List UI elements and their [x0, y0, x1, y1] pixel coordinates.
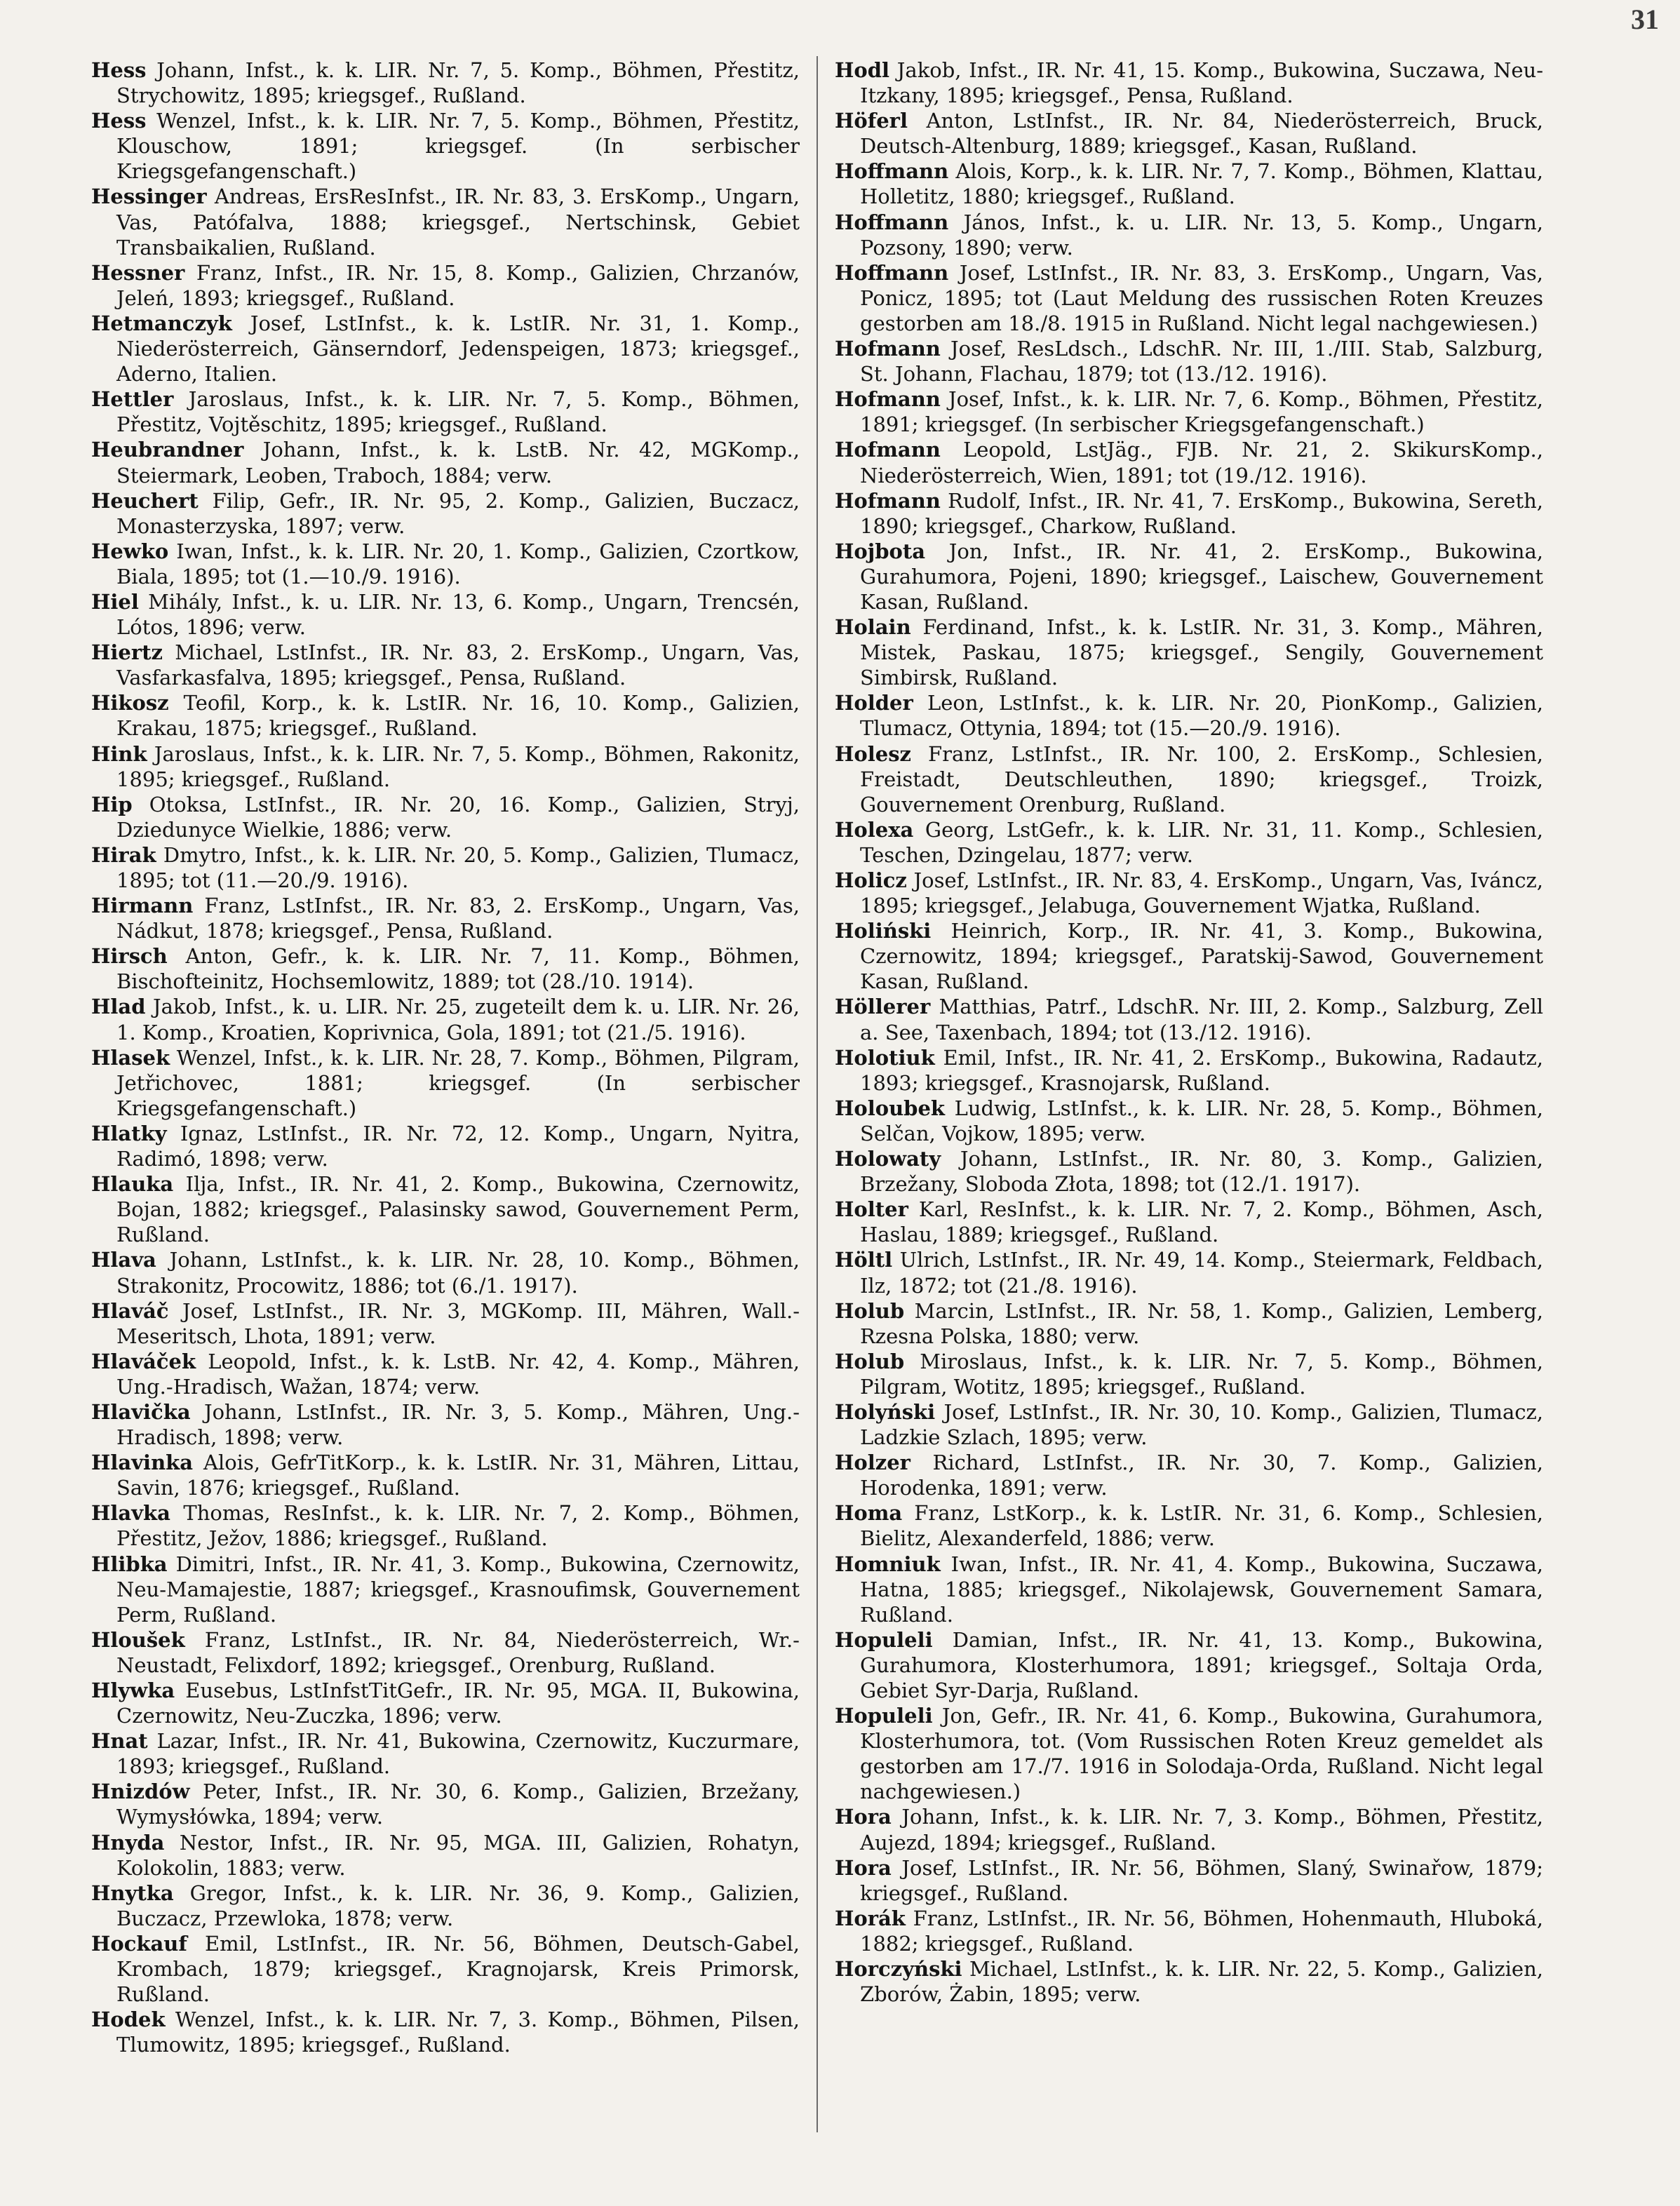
- casualty-entry: [835, 1703, 1543, 1804]
- entry-surname: Hlywka: [91, 1679, 175, 1702]
- entry-details: Miroslaus, Infst., k. k. LIR. Nr. 7, 5. Komp., Böhmen, Pilgram, Wotitz, 1895; kriegsgef., Rußland.: [860, 1349, 1543, 1399]
- casualty-entry: [835, 690, 1543, 741]
- entry-surname: Hessner: [91, 260, 185, 285]
- entry-surname: Horczyński: [835, 1957, 962, 1982]
- entry-details: Josef, LstInfst., IR. Nr. 30, 10. Komp., Galizien, Tlumacz, Ladzkie Szlach, 1895; verw.: [860, 1399, 1543, 1450]
- casualty-entry: [835, 1349, 1543, 1399]
- entry-surname: Hnizdów: [91, 1780, 190, 1804]
- entry-details: Dimitri, Infst., IR. Nr. 41, 3. Komp., Bukowina, Czernowitz, Neu-Mamajestie, 1887; kriegsgef., Krasnoufimsk, Gouvernement Perm, Rußland.: [116, 1552, 800, 1627]
- entry-surname: Hessinger: [91, 184, 207, 209]
- casualty-entry: [835, 817, 1543, 868]
- casualty-entry: [91, 1247, 800, 1298]
- entry-details: Richard, LstInfst., IR. Nr. 30, 7. Komp., Galizien, Horodenka, 1891; verw.: [860, 1451, 1543, 1500]
- entry-details: Dmytro, Infst., k. k. LIR. Nr. 20, 5. Komp., Galizien, Tlumacz, 1895; tot (11.—20./9. 1916).: [116, 842, 800, 892]
- casualty-entry: [835, 437, 1543, 487]
- entry-details: Iwan, Infst., k. k. LIR. Nr. 20, 1. Komp., Galizien, Czortkow, Biala, 1895; tot (1.—10./9. 1916).: [116, 539, 800, 589]
- casualty-entry: [835, 159, 1543, 209]
- entry-details: Ilja, Infst., IR. Nr. 41, 2. Komp., Bukowina, Czernowitz, Bojan, 1882; kriegsgef., Palasinsky sawod, Gouvernement Perm, Rußland.: [116, 1172, 800, 1247]
- entry-surname: Hiel: [91, 589, 139, 614]
- entry-surname: Hlasek: [91, 1045, 170, 1070]
- casualty-entry: [91, 1627, 800, 1678]
- casualty-entry: [91, 184, 800, 260]
- entry-surname: Homa: [835, 1501, 903, 1526]
- casualty-entry: [91, 1881, 800, 1931]
- entry-details: Wenzel, Infst., k. k. LIR. Nr. 7, 5. Komp., Böhmen, Přestitz, Klouschow, 1891; kriegsgef. (In serbischer Kriegsgefangenschaft.): [116, 109, 800, 184]
- column-divider: [817, 56, 818, 2132]
- entry-surname: Hoffmann: [835, 159, 949, 184]
- entry-details: Anton, LstInfst., IR. Nr. 84, Niederösterreich, Bruck, Deutsch-Altenburg, 1889; kriegsgef., Kasan, Rußland.: [860, 109, 1543, 159]
- entry-surname: Hnyda: [91, 1830, 165, 1855]
- casualty-entry: [835, 260, 1543, 336]
- entry-details: Eusebus, LstInfstTitGefr., IR. Nr. 95, MGA. II, Bukowina, Czernowitz, Neu-Zuczka, 1896; verw.: [116, 1679, 800, 1728]
- entry-details: Josef, LstInfst., IR. Nr. 3, MGKomp. III, Mähren, Wall.-Meseritsch, Lhota, 1891; verw.: [116, 1298, 800, 1348]
- casualty-entry: [91, 1779, 800, 1829]
- entry-surname: Holexa: [835, 817, 914, 842]
- entry-details: Damian, Infst., IR. Nr. 41, 13. Komp., Bukowina, Gurahumora, Klosterhumora, 1891; kriegsgef., Soltaja Orda, Gebiet Syr-Darja, Rußland.: [860, 1627, 1543, 1702]
- casualty-entry: [91, 311, 800, 386]
- entry-surname: Hlavka: [91, 1501, 170, 1526]
- entry-surname: Höltl: [835, 1248, 893, 1272]
- entry-surname: Holain: [835, 615, 911, 640]
- casualty-entry: [91, 1349, 800, 1399]
- entry-details: Ignaz, LstInfst., IR. Nr. 72, 12. Komp., Ungarn, Nyitra, Radimó, 1898; verw.: [116, 1121, 800, 1171]
- entry-details: Heinrich, Korp., IR. Nr. 41, 3. Komp., Bukowina, Czernowitz, 1894; kriegsgef., Paratskij-Sawod, Gouvernement Kasan, Rußland.: [860, 919, 1543, 994]
- casualty-entry: [835, 539, 1543, 614]
- casualty-entry: [835, 1096, 1543, 1146]
- casualty-entry: [91, 1121, 800, 1171]
- entry-surname: Holesz: [835, 741, 912, 766]
- entry-surname: Hlatky: [91, 1121, 167, 1145]
- entry-details: Peter, Infst., IR. Nr. 30, 6. Komp., Galizien, Brzežany, Wymysłówka, 1894; verw.: [116, 1780, 800, 1829]
- page-number: 31: [1631, 4, 1659, 35]
- entry-details: Nestor, Infst., IR. Nr. 95, MGA. III, Galizien, Rohatyn, Kolokolin, 1883; verw.: [116, 1830, 800, 1880]
- entry-surname: Hewko: [91, 539, 169, 563]
- casualty-entry: [835, 1906, 1543, 1956]
- casualty-entry: [91, 1830, 800, 1881]
- casualty-entry: [91, 1171, 800, 1247]
- entry-surname: Hess: [91, 109, 147, 133]
- casualty-entry: [91, 1678, 800, 1728]
- entry-surname: Holter: [835, 1197, 908, 1222]
- entry-details: Jaroslaus, Infst., k. k. LIR. Nr. 7, 5. Komp., Böhmen, Rakonitz, 1895; kriegsgef., Rußland.: [116, 741, 800, 791]
- entry-details: Ferdinand, Infst., k. k. LstIR. Nr. 31, 3. Komp., Mähren, Mistek, Paskau, 1875; kriegsgef., Sengily, Gouvernement Simbirsk, Rußland.: [860, 615, 1543, 690]
- entry-surname: Horák: [835, 1906, 906, 1930]
- entry-details: Johann, LstInfst., IR. Nr. 3, 5. Komp., Mähren, Ung.-Hradisch, 1898; verw.: [116, 1399, 800, 1450]
- entry-details: Thomas, ResInfst., k. k. LIR. Nr. 7, 2. Komp., Böhmen, Přestitz, Ježov, 1886; kriegsgef., Rußland.: [116, 1501, 800, 1551]
- entry-surname: Hojbota: [835, 539, 926, 563]
- entry-surname: Hlava: [91, 1248, 156, 1272]
- entry-details: Franz, LstInfst., IR. Nr. 56, Böhmen, Hohenmauth, Hluboká, 1882; kriegsgef., Rußland.: [860, 1906, 1543, 1956]
- entry-details: Jakob, Infst., IR. Nr. 41, 15. Komp., Bukowina, Suczawa, Neu-Itzkany, 1895; kriegsgef., Pensa, Rußland.: [860, 58, 1543, 108]
- entry-surname: Hikosz: [91, 691, 169, 715]
- casualty-entry: [835, 108, 1543, 159]
- casualty-entry: [835, 488, 1543, 539]
- casualty-entry: [835, 994, 1543, 1044]
- entry-details: Jon, Gefr., IR. Nr. 41, 6. Komp., Bukowina, Gurahumora, Klosterhumora, tot. (Vom Russischen Roten Kreuz gemeldet als gestorben am 17./7. 1916 in Solodaja-Orda, Rußland. Nicht legal nachgewiesen.): [860, 1704, 1543, 1804]
- entry-surname: Höferl: [835, 109, 908, 133]
- casualty-entry: [91, 260, 800, 311]
- entry-surname: Hlavička: [91, 1399, 191, 1424]
- entry-details: Anton, Gefr., k. k. LIR. Nr. 7, 11. Komp., Böhmen, Bischofteinitz, Hochsemlowitz, 1889; tot (28./10. 1914).: [116, 944, 800, 994]
- casualty-entry: [91, 589, 800, 640]
- entry-surname: Holowaty: [835, 1147, 941, 1171]
- entry-details: Wenzel, Infst., k. k. LIR. Nr. 7, 3. Komp., Böhmen, Pilsen, Tlumowitz, 1895; kriegsgef., Rußland.: [116, 2007, 800, 2057]
- entry-details: Franz, LstInfst., IR. Nr. 84, Niederösterreich, Wr.-Neustadt, Felixdorf, 1892; kriegsgef., Orenburg, Rußland.: [116, 1627, 800, 1677]
- entry-surname: Hlaváček: [91, 1349, 196, 1373]
- casualty-entry: [835, 1197, 1543, 1247]
- casualty-entry: [91, 842, 800, 893]
- casualty-entry: [835, 1298, 1543, 1349]
- entry-surname: Hirak: [91, 842, 156, 867]
- entry-surname: Hirsch: [91, 944, 168, 969]
- casualty-entry: [835, 1627, 1543, 1703]
- casualty-entry: [91, 539, 800, 589]
- entry-details: Jaroslaus, Infst., k. k. LIR. Nr. 7, 5. Komp., Böhmen, Přestitz, Vojtěschitz, 1895; kriegsgef., Rußland.: [116, 387, 800, 437]
- entry-details: Josef, LstInfst., IR. Nr. 83, 3. ErsKomp., Ungarn, Vas, Ponicz, 1895; tot (Laut Meldung des russischen Roten Kreuzes gestorben am 18./8. 1915 in Rußland. Nicht legal nachgewiesen.): [860, 260, 1543, 335]
- entry-details: Alois, GefrTitKorp., k. k. LstIR. Nr. 31, Mähren, Littau, Savin, 1876; kriegsgef., Rußland.: [116, 1451, 800, 1500]
- casualty-entry: [835, 741, 1543, 817]
- entry-details: Leopold, Infst., k. k. LstB. Nr. 42, 4. Komp., Mähren, Ung.-Hradisch, Wažan, 1874; verw.: [116, 1349, 800, 1399]
- entry-surname: Holub: [835, 1298, 905, 1323]
- entry-details: Johann, LstInfst., IR. Nr. 80, 3. Komp., Galizien, Brzežany, Sloboda Złota, 1898; tot (12./1. 1917).: [860, 1147, 1543, 1197]
- entry-surname: Holicz: [835, 868, 907, 892]
- entry-surname: Hoffmann: [835, 260, 949, 285]
- entry-details: Ludwig, LstInfst., k. k. LIR. Nr. 28, 5. Komp., Böhmen, Selčan, Vojkow, 1895; verw.: [860, 1096, 1543, 1145]
- entry-details: Josef, LstInfst., k. k. LstIR. Nr. 31, 1. Komp., Niederösterreich, Gänserndorf, Jedenspeigen, 1873; kriegsgef., Aderno, Italien.: [116, 311, 800, 386]
- entry-surname: Hess: [91, 58, 147, 82]
- entry-details: Michael, LstInfst., IR. Nr. 83, 2. ErsKomp., Ungarn, Vas, Vasfarkasfalva, 1895; kriegsgef., Pensa, Rußland.: [116, 640, 800, 690]
- casualty-entry: [835, 1500, 1543, 1551]
- casualty-entry: [91, 437, 800, 487]
- casualty-entry: [835, 1045, 1543, 1096]
- casualty-entry: [835, 58, 1543, 108]
- entry-details: Josef, LstInfst., IR. Nr. 83, 4. ErsKomp., Ungarn, Vas, Iváncz, 1895; kriegsgef., Jelabuga, Gouvernement Wjatka, Rußland.: [860, 868, 1543, 918]
- entry-details: Jakob, Infst., k. u. LIR. Nr. 25, zugeteilt dem k. u. LIR. Nr. 26, 1. Komp., Kroatien, Koprivnica, Gola, 1891; tot (21./5. 1916).: [116, 995, 800, 1044]
- casualty-entry: [91, 893, 800, 943]
- entry-surname: Hip: [91, 792, 133, 816]
- column-right: [835, 58, 1543, 2007]
- entry-surname: Hlibka: [91, 1552, 168, 1576]
- casualty-entry: [91, 1500, 800, 1551]
- entry-details: Matthias, Patrf., LdschR. Nr. III, 2. Komp., Salzburg, Zell a. See, Taxenbach, 1894; tot (13./12. 1916).: [860, 995, 1543, 1044]
- casualty-entry: [835, 1146, 1543, 1197]
- entry-details: Josef, Infst., k. k. LIR. Nr. 7, 6. Komp., Böhmen, Přestitz, 1891; kriegsgef. (In serbischer Kriegsgefangenschaft.): [860, 387, 1543, 437]
- entry-surname: Hetmanczyk: [91, 311, 232, 335]
- entry-surname: Hofmann: [835, 337, 941, 361]
- casualty-entry: [835, 1247, 1543, 1298]
- entry-surname: Hockauf: [91, 1931, 187, 1956]
- casualty-entry: [91, 792, 800, 842]
- entry-surname: Holder: [835, 691, 913, 715]
- entry-details: Andreas, ErsResInfst., IR. Nr. 83, 3. ErsKomp., Ungarn, Vas, Patófalva, 1888; kriegsgef., Nertschinsk, Gebiet Transbaikalien, Rußland.: [116, 184, 800, 260]
- casualty-entry: [91, 741, 800, 792]
- entry-details: Alois, Korp., k. k. LIR. Nr. 7, 7. Komp., Böhmen, Klattau, Holletitz, 1880; kriegsgef., Rußland.: [860, 159, 1543, 209]
- entry-surname: Hlavinka: [91, 1451, 194, 1475]
- casualty-entry: [91, 1399, 800, 1450]
- entry-surname: Hodl: [835, 58, 890, 82]
- casualty-entry: [91, 58, 800, 108]
- entry-surname: Holoubek: [835, 1096, 946, 1120]
- entry-surname: Hopuleli: [835, 1704, 933, 1728]
- entry-details: Lazar, Infst., IR. Nr. 41, Bukowina, Czernowitz, Kuczurmare, 1893; kriegsgef., Rußland.: [116, 1729, 800, 1779]
- entry-details: Jon, Infst., IR. Nr. 41, 2. ErsKomp., Bukowina, Gurahumora, Pojeni, 1890; kriegsgef., Laischew, Gouvernement Kasan, Rußland.: [860, 539, 1543, 614]
- casualty-entry: [91, 1552, 800, 1627]
- entry-details: Michael, LstInfst., k. k. LIR. Nr. 22, 5. Komp., Galizien, Zborów, Żabin, 1895; verw.: [860, 1957, 1543, 2007]
- casualty-entry: [835, 336, 1543, 386]
- entry-details: Johann, Infst., k. k. LstB. Nr. 42, MGKomp., Steiermark, Leoben, Traboch, 1884; verw.: [116, 438, 800, 487]
- entry-surname: Hora: [835, 1805, 892, 1829]
- entry-details: Mihály, Infst., k. u. LIR. Nr. 13, 6. Komp., Ungarn, Trencsén, Lótos, 1896; verw.: [116, 589, 800, 640]
- casualty-entry: [835, 1804, 1543, 1855]
- casualty-entry: [91, 690, 800, 741]
- entry-details: Teofil, Korp., k. k. LstIR. Nr. 16, 10. Komp., Galizien, Krakau, 1875; kriegsgef., Rußland.: [116, 691, 800, 741]
- entry-surname: Hoffmann: [835, 210, 949, 234]
- casualty-entry: [91, 2007, 800, 2057]
- entry-surname: Hopuleli: [835, 1627, 933, 1652]
- entry-surname: Höllerer: [835, 995, 931, 1019]
- casualty-entry: [835, 918, 1543, 994]
- entry-details: Ulrich, LstInfst., IR. Nr. 49, 14. Komp., Steiermark, Feldbach, Ilz, 1872; tot (21./8. 1916).: [860, 1248, 1543, 1298]
- casualty-entry: [91, 943, 800, 994]
- entry-surname: Hnat: [91, 1729, 148, 1754]
- entry-details: Franz, LstInfst., IR. Nr. 100, 2. ErsKomp., Schlesien, Freistadt, Deutschleuthen, 1890; kriegsgef., Troizk, Gouvernement Orenburg, Rußland.: [860, 741, 1543, 816]
- entry-surname: Heubrandner: [91, 438, 244, 462]
- entry-surname: Holiński: [835, 919, 932, 943]
- entry-surname: Hettler: [91, 387, 174, 412]
- entry-details: Rudolf, Infst., IR. Nr. 41, 7. ErsKomp., Bukowina, Sereth, 1890; kriegsgef., Charkow, Rußland.: [860, 488, 1543, 538]
- entry-details: Franz, Infst., IR. Nr. 15, 8. Komp., Galizien, Chrzanów, Jeleń, 1893; kriegsgef., Rußland.: [116, 260, 800, 310]
- casualty-entry: [91, 1450, 800, 1500]
- entry-details: Leopold, LstJäg., FJB. Nr. 21, 2. SkikursKomp., Niederösterreich, Wien, 1891; tot (19./12. 1916).: [860, 438, 1543, 487]
- casualty-entry: [835, 1399, 1543, 1450]
- entry-details: Georg, LstGefr., k. k. LIR. Nr. 31, 11. Komp., Schlesien, Teschen, Dzingelau, 1877; verw.: [860, 817, 1543, 867]
- entry-details: Emil, Infst., IR. Nr. 41, 2. ErsKomp., Bukowina, Radautz, 1893; kriegsgef., Krasnojarsk, Rußland.: [860, 1045, 1543, 1095]
- column-left: [91, 58, 800, 2057]
- entry-surname: Hofmann: [835, 488, 941, 513]
- casualty-entry: [835, 386, 1543, 437]
- casualty-entry: [835, 210, 1543, 260]
- entry-details: Franz, LstKorp., k. k. LstIR. Nr. 31, 6. Komp., Schlesien, Bielitz, Alexanderfeld, 1886; verw.: [860, 1501, 1543, 1551]
- entry-surname: Holotiuk: [835, 1045, 935, 1070]
- casualty-entry: [91, 994, 800, 1044]
- entry-surname: Hink: [91, 741, 147, 766]
- entry-surname: Heuchert: [91, 488, 199, 513]
- casualty-entry: [91, 640, 800, 690]
- casualty-entry: [835, 868, 1543, 918]
- entry-surname: Hora: [835, 1855, 892, 1880]
- casualty-entry: [91, 488, 800, 539]
- entry-details: Gregor, Infst., k. k. LIR. Nr. 36, 9. Komp., Galizien, Buczacz, Przewloka, 1878; verw.: [116, 1881, 800, 1930]
- entry-details: Filip, Gefr., IR. Nr. 95, 2. Komp., Galizien, Buczacz, Monasterzyska, 1897; verw.: [116, 488, 800, 538]
- entry-details: Marcin, LstInfst., IR. Nr. 58, 1. Komp., Galizien, Lemberg, Rzesna Polska, 1880; verw.: [860, 1298, 1543, 1348]
- entry-surname: Holyński: [835, 1399, 936, 1424]
- entry-details: Josef, LstInfst., IR. Nr. 56, Böhmen, Slaný, Swinařow, 1879; kriegsgef., Rußland.: [860, 1855, 1543, 1905]
- casualty-entry: [91, 386, 800, 437]
- casualty-entry: [91, 1931, 800, 2007]
- entry-surname: Hnytka: [91, 1881, 174, 1905]
- entry-surname: Hlad: [91, 995, 146, 1019]
- casualty-entry: [91, 1045, 800, 1121]
- entry-details: Franz, LstInfst., IR. Nr. 83, 2. ErsKomp., Ungarn, Vas, Nádkut, 1878; kriegsgef., Pensa, Rußland.: [116, 894, 800, 943]
- entry-surname: Hlaváč: [91, 1298, 169, 1323]
- casualty-entry: [835, 1450, 1543, 1500]
- entry-surname: Hlauka: [91, 1172, 174, 1197]
- entry-details: János, Infst., k. u. LIR. Nr. 13, 5. Komp., Ungarn, Pozsony, 1890; verw.: [860, 210, 1543, 260]
- casualty-entry: [91, 108, 800, 184]
- casualty-entry: [835, 1552, 1543, 1627]
- entry-details: Josef, ResLdsch., LdschR. Nr. III, 1./III. Stab, Salzburg, St. Johann, Flachau, 1879; tot (13./12. 1916).: [860, 337, 1543, 386]
- entry-details: Otoksa, LstInfst., IR. Nr. 20, 16. Komp., Galizien, Stryj, Dziedunyce Wielkie, 1886; verw.: [116, 792, 800, 842]
- entry-details: Karl, ResInfst., k. k. LIR. Nr. 7, 2. Komp., Böhmen, Asch, Haslau, 1889; kriegsgef., Rußland.: [860, 1197, 1543, 1247]
- entry-details: Johann, Infst., k. k. LIR. Nr. 7, 5. Komp., Böhmen, Přestitz, Strychowitz, 1895; kriegsgef., Rußland.: [116, 58, 800, 108]
- casualty-entry: [835, 614, 1543, 690]
- entry-details: Leon, LstInfst., k. k. LIR. Nr. 20, PionKomp., Galizien, Tlumacz, Ottynia, 1894; tot (15.—20./9. 1916).: [860, 691, 1543, 741]
- entry-surname: Hofmann: [835, 387, 941, 412]
- entry-surname: Holzer: [835, 1451, 910, 1475]
- entry-surname: Hirmann: [91, 894, 194, 918]
- entry-details: Wenzel, Infst., k. k. LIR. Nr. 28, 7. Komp., Böhmen, Pilgram, Jetřichovec, 1881; kriegsgef. (In serbischer Kriegsgefangenschaft.): [116, 1045, 800, 1120]
- entry-surname: Hiertz: [91, 640, 163, 665]
- entry-details: Johann, LstInfst., k. k. LIR. Nr. 28, 10. Komp., Böhmen, Strakonitz, Procowitz, 1886; tot (6./1. 1917).: [116, 1248, 800, 1298]
- entry-surname: Hofmann: [835, 438, 941, 462]
- entry-details: Emil, LstInfst., IR. Nr. 56, Böhmen, Deutsch-Gabel, Krombach, 1879; kriegsgef., Kragnojarsk, Kreis Primorsk, Rußland.: [116, 1931, 800, 2007]
- casualty-entry: [835, 1956, 1543, 2007]
- casualty-entry: [91, 1728, 800, 1779]
- casualty-entry: [835, 1855, 1543, 1906]
- entry-details: Johann, Infst., k. k. LIR. Nr. 7, 3. Komp., Böhmen, Přestitz, Aujezd, 1894; kriegsgef., Rußland.: [860, 1805, 1543, 1855]
- entry-surname: Homniuk: [835, 1552, 941, 1576]
- entry-surname: Hloušek: [91, 1627, 185, 1652]
- entry-surname: Hodek: [91, 2007, 166, 2032]
- casualty-entry: [91, 1298, 800, 1349]
- entry-surname: Holub: [835, 1349, 905, 1373]
- entry-details: Iwan, Infst., IR. Nr. 41, 4. Komp., Bukowina, Suczawa, Hatna, 1885; kriegsgef., Nikolajewsk, Gouvernement Samara, Rußland.: [860, 1552, 1543, 1627]
